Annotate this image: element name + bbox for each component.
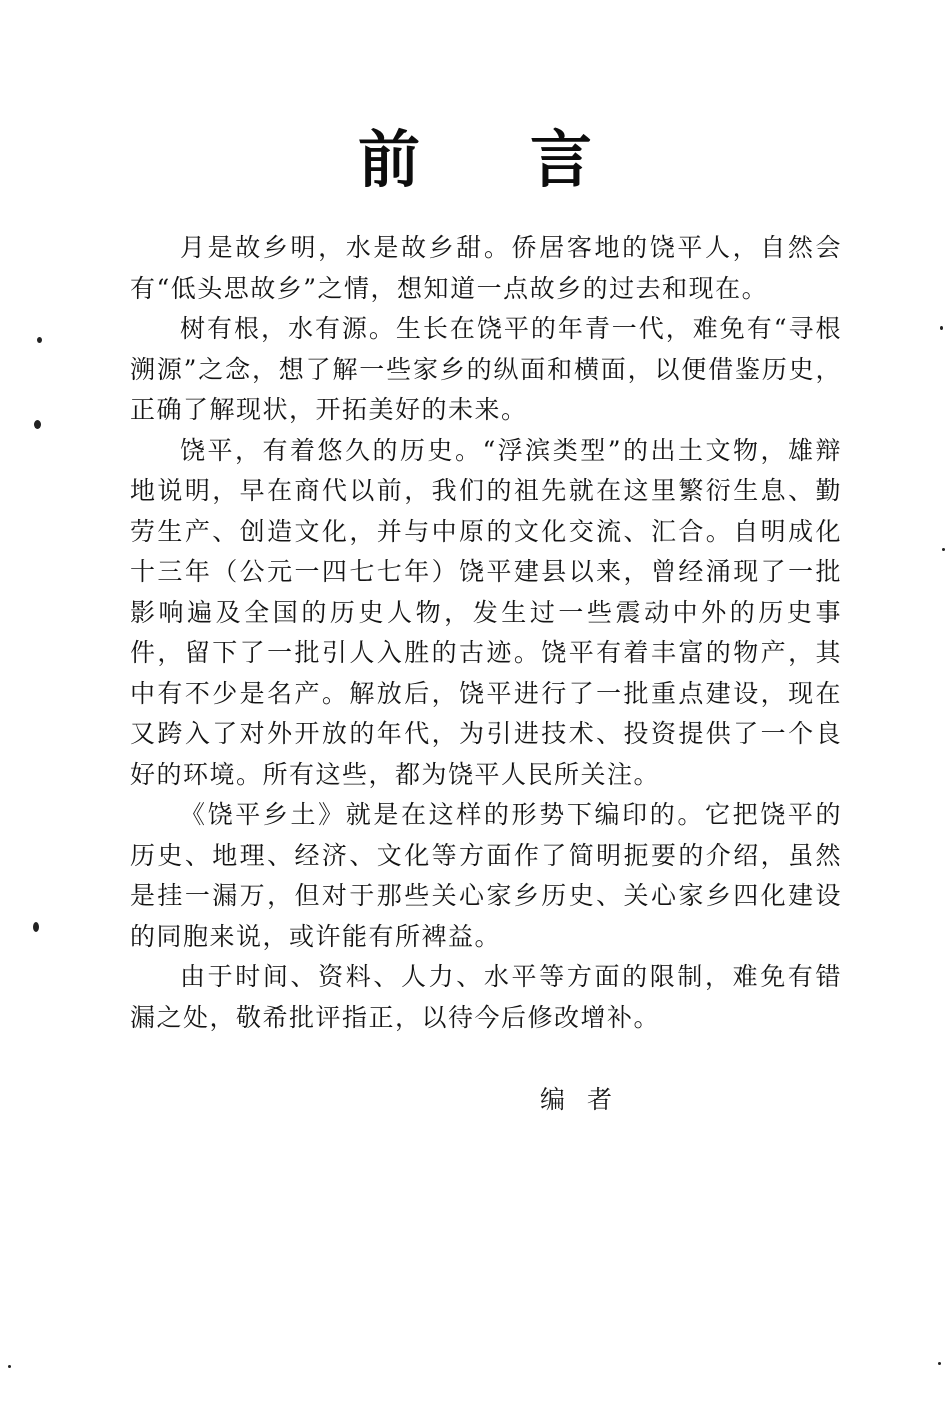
scan-speck	[938, 1362, 941, 1365]
scan-speck	[33, 922, 39, 932]
scan-speck	[942, 548, 945, 551]
page-title: 前言	[357, 123, 702, 196]
scan-speck	[37, 337, 42, 343]
paragraph-2: 树有根，水有源。生长在饶平的年青一代，难免有“寻根溯源”之念，想了解一些家乡的纵面和横面，以便借鉴历史，正确了解现状，开拓美好的未来。	[130, 314, 842, 424]
scan-speck	[940, 326, 943, 330]
scan-speck	[8, 1365, 11, 1368]
paragraph-5: 由于时间、资料、人力、水平等方面的限制，难免有错漏之处，敬希批评指正，以待今后修改增补。	[130, 962, 842, 1032]
scan-speck	[34, 420, 41, 429]
paragraph-4: 《饶平乡土》就是在这样的形势下编印的。它把饶平的历史、地理、经济、文化等方面作了简明扼要的介绍，虽然是挂一漏万，但对于那些关心家乡历史、关心家乡四化建设的同胞来说，或许能有所裨益。	[130, 800, 842, 951]
preface-body	[130, 228, 842, 1038]
paragraph-3: 饶平，有着悠久的历史。“浮滨类型”的出土文物，雄辩地说明，早在商代以前，我们的祖先就在这里繁衍生息、勤劳生产、创造文化，并与中原的文化交流、汇合。自明成化十三年（公元一四七七年）饶平建县以来，曾经涌现了一批影响遍及全国的历史人物，发生过一些震动中外的历史事件，留下了一批引人入胜的古迹。饶平有着丰富的物产，其中有不少是名产。解放后，饶平进行了一批重点建设，现在又跨入了对外开放的年代，为引进技术、投资提供了一个良好的环境。所有这些，都为饶平人民所关注。	[130, 435, 842, 789]
paragraph-1: 月是故乡明，水是故乡甜。侨居客地的饶平人，自然会有“低头思故乡”之情，想知道一点故乡的过去和现在。	[130, 233, 842, 303]
author-signature: 编者	[540, 1085, 635, 1114]
